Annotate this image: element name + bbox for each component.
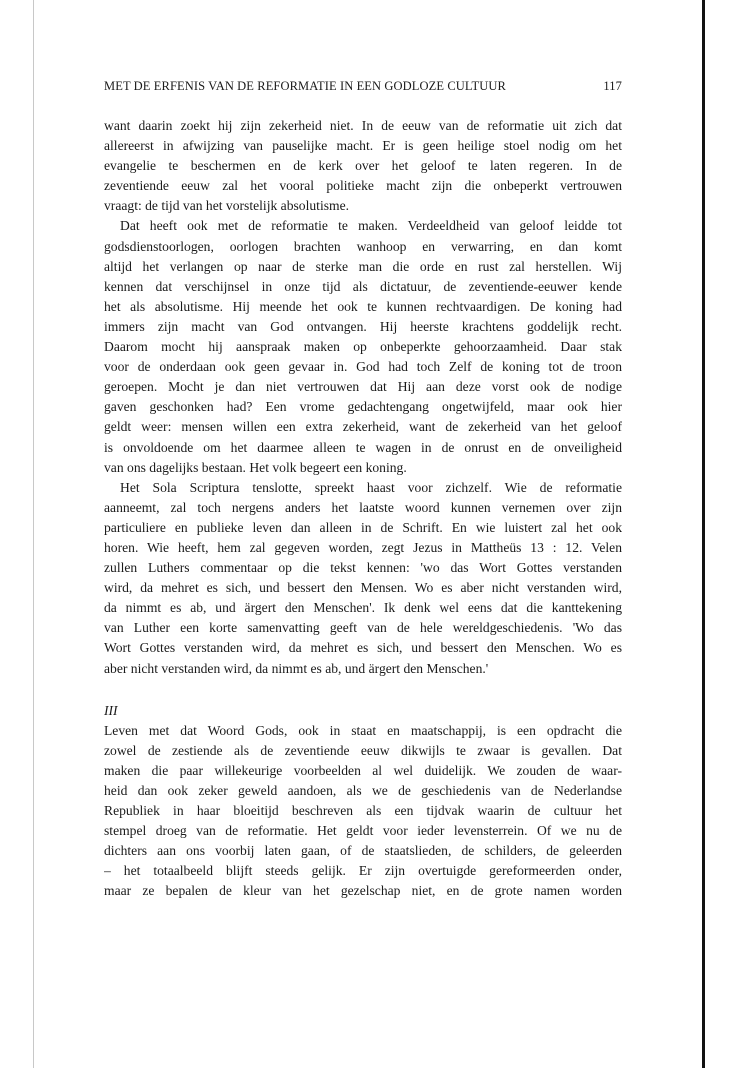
text-line: Het Sola Scriptura tenslotte, spreekt haast voor zichzelf. Wie de reformatie: [120, 479, 622, 495]
text-line: evangelie te beschermen en de kerk over het geloof te laten regeren. In de: [104, 158, 622, 174]
text-line: aanneemt, zal toch nergens anders het laatste woord kunnen vernemen over zijn: [104, 499, 622, 515]
text-line: want daarin zoekt hij zijn zekerheid niet. In de eeuw van de reformatie uit zich dat: [104, 118, 622, 133]
text-line: dichters aan ons voorbij laten gaan, of de staatslieden, de schilders, de geleerden: [104, 843, 622, 859]
text-line: Dat heeft ook met de reformatie te maken. Verdeeldheid van geloof leidde tot: [120, 218, 622, 234]
text-line: van Luther een korte samenvatting geeft van de hele wereldgeschiedenis. 'Wo das: [104, 620, 622, 636]
running-head: [104, 79, 622, 97]
text-line: geroepen. Mocht je dan niet vertrouwen dat Hij aan deze vorst ook de nodige: [104, 379, 622, 395]
text-line: Wort Gottes verstanden wird, da mehret es sich, und bessert den Menschen. Wo es: [104, 640, 622, 656]
text-line: immers zijn macht van God ontvangen. Hij heerste krachtens goddelijk recht.: [104, 318, 622, 334]
running-head-title: MET DE ERFENIS VAN DE REFORMATIE IN EEN GODLOZE CULTUUR: [104, 79, 506, 93]
text-line: stempel droeg van de reformatie. Het geldt voor ieder levensterrein. Of we nu de: [104, 823, 622, 839]
text-line: Republiek in haar bloeitijd beschreven als een tijdvak waarin de cultuur het: [104, 803, 622, 819]
paragraph: [104, 478, 622, 679]
page-edge-left: [33, 0, 34, 1068]
page-edge-right: [702, 0, 705, 1068]
page-number: 117: [603, 79, 622, 93]
paragraph: [104, 116, 622, 216]
text-line: het als absolutisme. Hij meende het ook te kunnen rechtvaardigen. De koning had: [104, 298, 622, 314]
text-line: kennen dat verschijnsel in onze tijd als dictatuur, de zeventiende-eeuwer kende: [104, 278, 622, 294]
section-iii: [104, 701, 622, 902]
text-line: zowel de zestiende als de zeventiende eeuw dikwijls te zwaar is gevallen. Dat: [104, 742, 622, 758]
text-line: zeventiende eeuw zal het vooral politieke macht zijn die onbeperkt vertrouwen: [104, 178, 622, 194]
text-line: – het totaalbeeld blijft steeds gelijk. Er zijn overtuigde gereformeerden onder,: [104, 863, 622, 879]
text-line: vraagt: de tijd van het vorstelijk absolutisme.: [104, 198, 350, 214]
text-line: gaven geschonken had? Een vrome gedachtengang ongetwijfeld, maar ook hier: [104, 399, 622, 415]
text-line: is onvoldoende om het daarmee alleen te wagen in de onrust en de onveiligheid: [104, 439, 622, 455]
body-text: [104, 116, 622, 902]
text-line: voor de onderdaan ook geen gevaar in. God had toch Zelf de koning tot de troon: [104, 359, 622, 375]
text-line: heid dan ook zeker geweld aandoen, als we de geschiedenis van de Nederlandse: [104, 783, 622, 798]
section-heading: III: [104, 702, 118, 718]
text-line: horen. Wie heeft, hem zal gegeven worden, zegt Jezus in Mattheüs 13 : 12. Velen: [104, 539, 622, 555]
text-line: maken die paar willekeurige voorbeelden al wel duidelijk. We zouden de waar-: [104, 762, 622, 778]
text-line: maar ze bepalen de kleur van het gezelschap niet, en de grote namen worden: [104, 883, 622, 899]
text-line: zullen Luthers commentaar op die tekst kennen: 'wo das Wort Gottes verstanden: [104, 560, 622, 576]
text-line: altijd het verlangen op naar de sterke man die orde en rust zal herstellen. Wij: [104, 258, 622, 274]
text-line: geldt weer: mensen willen een extra zekerheid, want de zekerheid van het geloof: [104, 419, 622, 435]
text-line: Leven met dat Woord Gods, ook in staat en maatschappij, is een opdracht die: [104, 722, 622, 738]
section-gap: [104, 679, 622, 701]
text-line: particuliere en publieke leven dan alleen in de Schrift. En wie luistert zal het ook: [104, 519, 622, 535]
text-line: Daarom mocht hij aanspraak maken op onbeperkte gehoorzaamheid. Daar stak: [104, 339, 622, 355]
text-line: wird, da mehret es sich, und bessert den Mensen. Wo es aber nicht verstanden wird,: [104, 580, 622, 596]
text-line: da nimmt es ab, und ärgert den Menschen'. Ik denk wel eens dat die kanttekening: [104, 600, 622, 616]
paragraph: [104, 216, 622, 477]
text-line: aber nicht verstanden wird, da nimmt es ab, und ärgert den Menschen.': [104, 660, 489, 676]
text-line: van ons dagelijks bestaan. Het volk begeert een koning.: [104, 459, 407, 475]
text-line: allereerst in afwijzing van pauselijke macht. Er is geen heilige stoel nodig om het: [104, 138, 622, 154]
text-line: godsdienstoorlogen, oorlogen brachten wanhoop en verwarring, en dan komt: [104, 238, 622, 254]
